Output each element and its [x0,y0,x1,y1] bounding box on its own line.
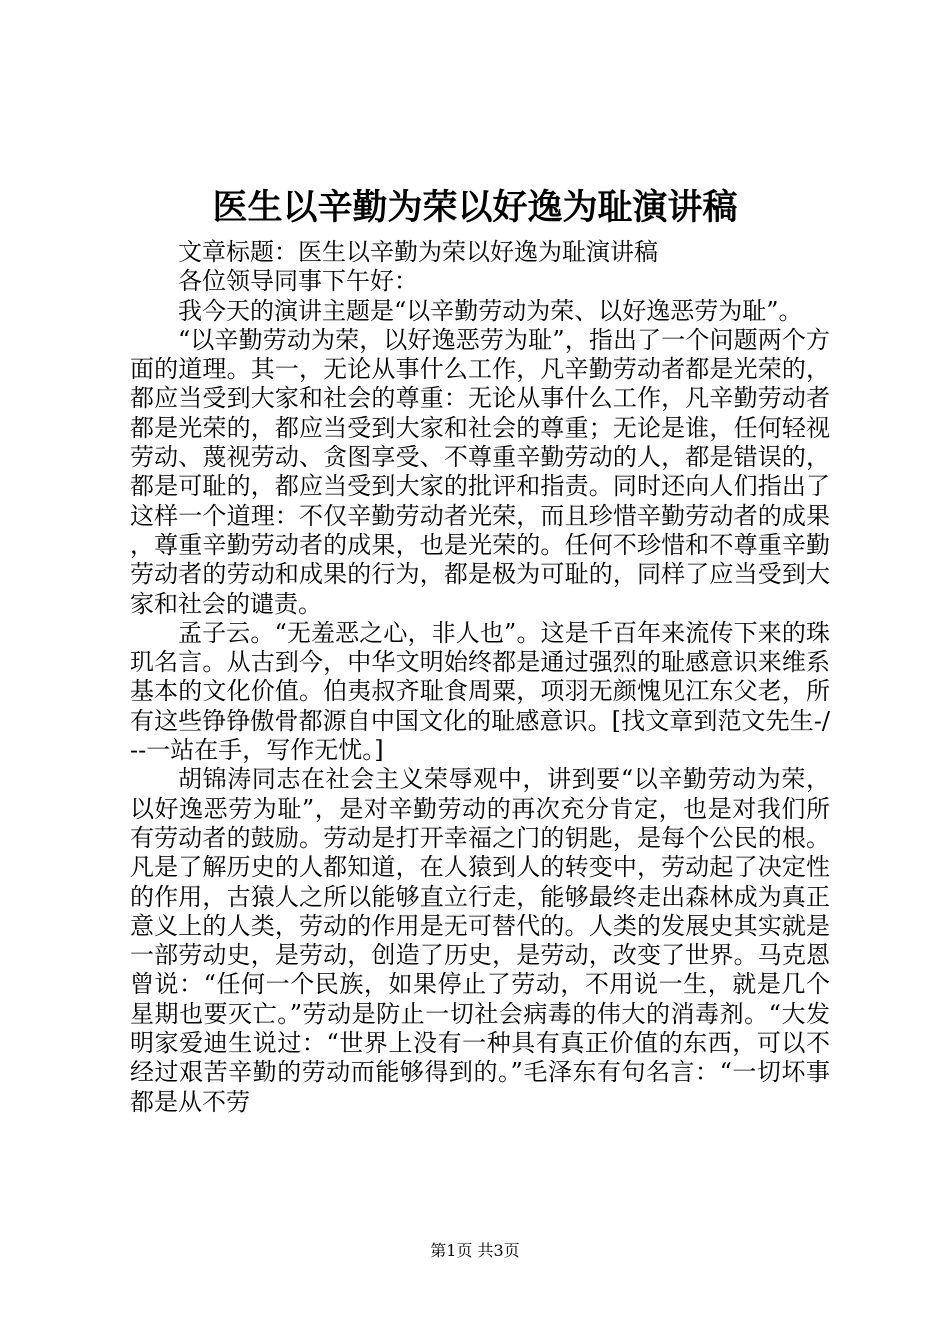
body-paragraph: 胡锦涛同志在社会主义荣辱观中，讲到要“以辛勤劳动为荣，以好逸恶劳为耻”，是对辛勤劳动的再次充分肯定，也是对我们所有劳动者的鼓励。劳动是打开幸福之门的钥匙，是每个公民的根。凡是了解历史的人都知道，在人猿到人的转变中，劳动起了决定性的作用，古猿人之所以能够直立行走，能够最终走出森林成为真正意义上的人类，劳动的作用是无可替代的。人类的发展史其实就是一部劳动史，是劳动，创造了历史，是劳动，改变了世界。马克恩曾说：“任何一个民族，如果停止了劳动，不用说一生，就是几个星期也要灭亡。”劳动是防止一切社会病毒的伟大的消毒剂。“大发明家爱迪生说过：“世界上没有一种具有真正价值的东西，可以不经过艰苦辛勤的劳动而能够得到的。”毛泽东有句名言：“一切坏事都是从不劳 [130,765,830,1116]
document-title: 医生以辛勤为荣以好逸为耻演讲稿 [212,187,738,228]
body-paragraph: 我今天的演讲主题是“以辛勤劳动为荣、以好逸恶劳为耻”。 [178,296,803,325]
page-number-footer: 第1页 共3页 [430,1241,520,1260]
body-paragraph: “以辛勤劳动为荣，以好逸恶劳为耻”，指出了一个问题两个方面的道理。其一，无论从事什么工作，凡辛勤劳动者都是光荣的，都应当受到大家和社会的尊重：无论从事什么工作，凡辛勤劳动者都是光荣的，都应当受到大家和社会的尊重；无论是谁，任何轻视劳动、蔑视劳动、贪图享受、不尊重辛勤劳动的人，都是错误的，都是可耻的，都应当受到大家的批评和指责。同时还向人们指出了这样一个道理：不仅辛勤劳动者光荣，而且珍惜辛勤劳动者的成果，尊重辛勤劳动者的成果，也是光荣的。任何不珍惜和不尊重辛勤劳动者的劳动和成果的行为，都是极为可耻的，同样了应当受到大家和社会的谴责。 [130,325,830,618]
body-paragraph: 孟子云。“无羞恶之心，非人也”。这是千百年来流传下来的珠玑名言。从古到今，中华文明始终都是通过强烈的耻感意识来维系基本的文化价值。伯夷叔齐耻食周粟，项羽无颜愧见江东父老，所有这些铮铮傲骨都源自中国文化的耻感意识。[找文章到范文先生-/--一站在手，写作无忧。] [130,618,830,765]
document-body [130,238,830,1117]
greeting-line: 各位领导同事下午好： [178,267,418,296]
article-title-line: 文章标题：医生以辛勤为荣以好逸为耻演讲稿 [178,238,658,266]
